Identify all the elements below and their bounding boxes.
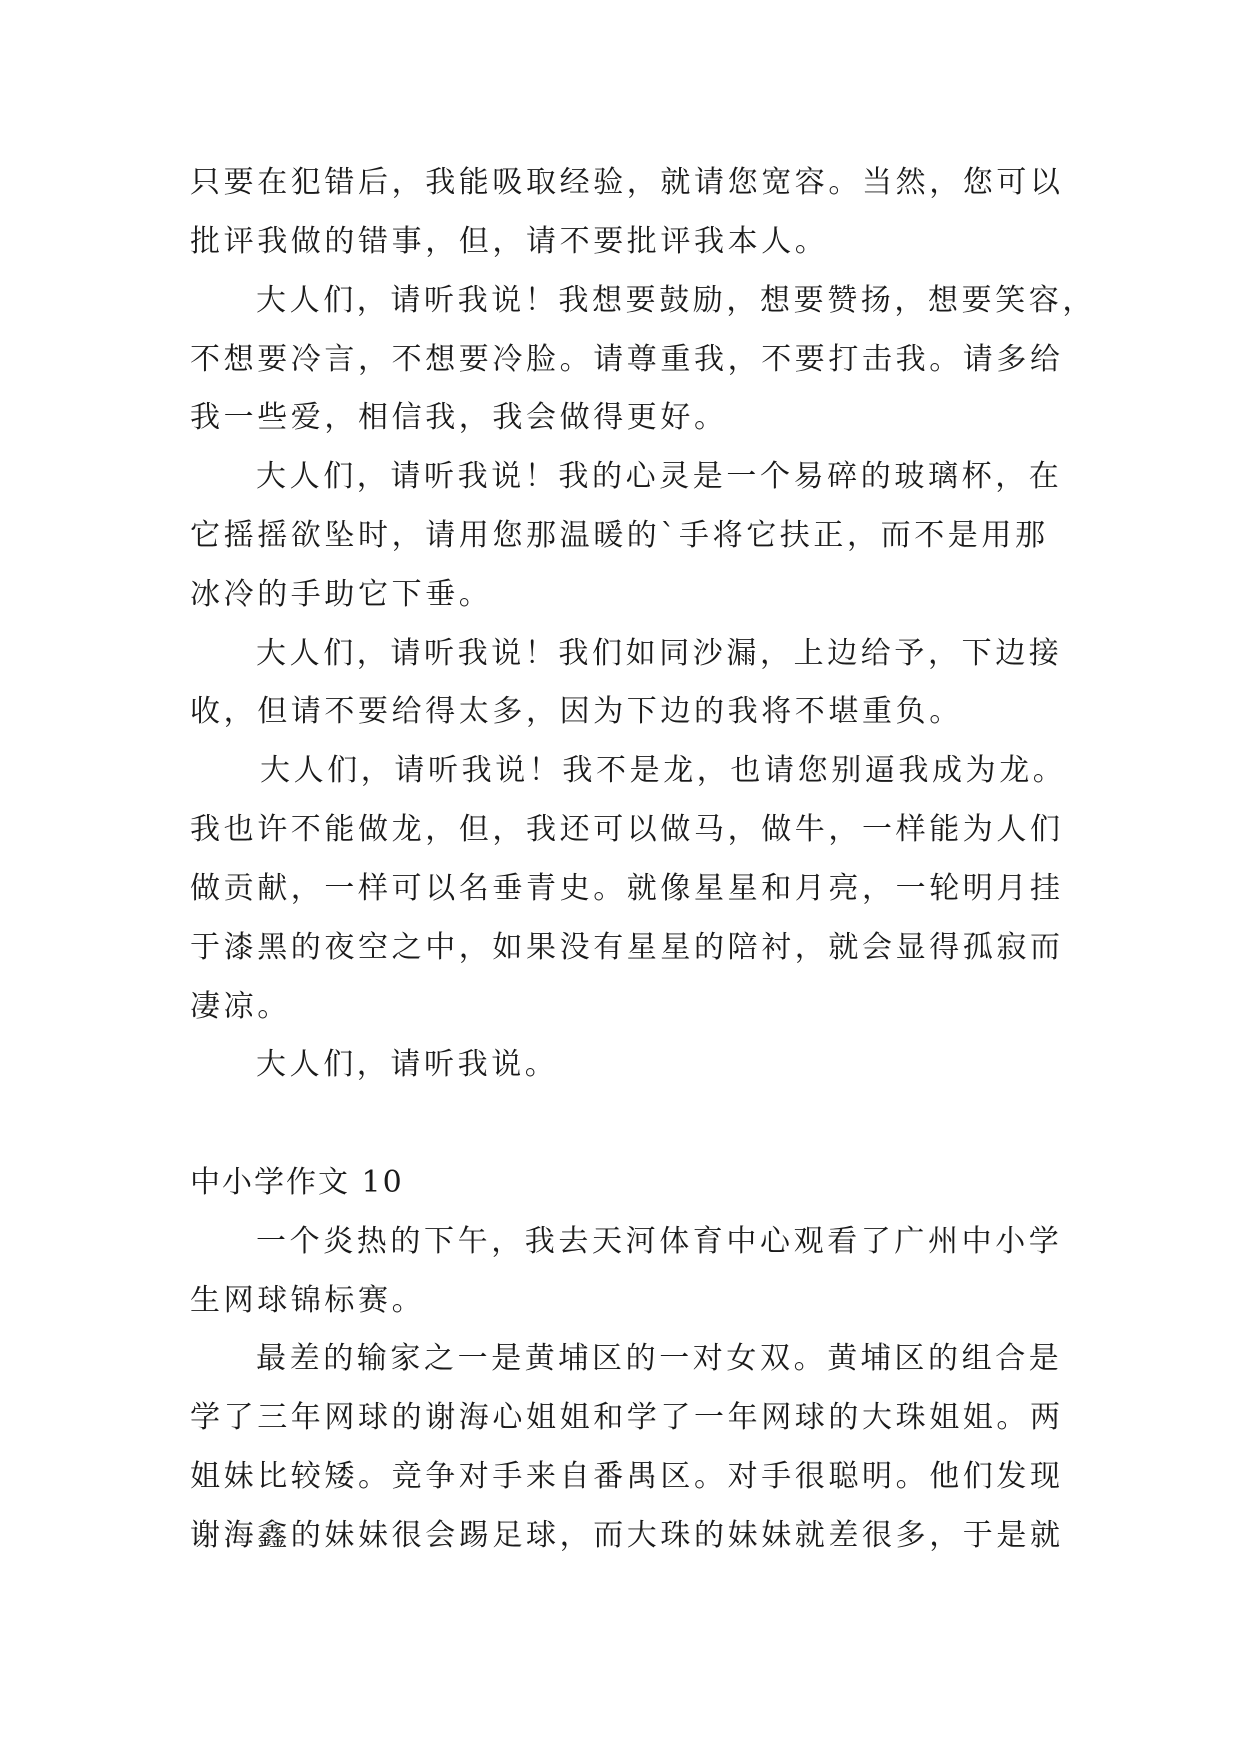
paragraph-line: 批评我做的错事，但，请不要批评我本人。 [190,224,829,259]
paragraph-line: 一个炎热的下午，我去天河体育中心观看了广州中小学 [256,1224,1063,1259]
paragraph-line: 冰冷的手助它下垂。 [190,577,493,612]
paragraph-line: 谢海鑫的妹妹很会踢足球，而大珠的妹妹就差很多，于是就 [190,1518,1064,1553]
paragraph-line: 学了三年网球的谢海心姐姐和学了一年网球的大珠姐姐。两 [190,1400,1064,1435]
section-heading: 中小学作文 10 [190,1165,404,1200]
paragraph-line: 于漆黑的夜空之中，如果没有星星的陪衬，就会显得孤寂而 [190,930,1064,965]
paragraph-line: 凄凉。 [190,989,291,1024]
paragraph-line: 大人们，请听我说！我想要鼓励，想要赞扬，想要笑容， [256,283,1096,318]
paragraph-line: 大人们，请听我说！我们如同沙漏，上边给予，下边接 [256,636,1063,671]
paragraph-line: 大人们，请听我说！我不是龙，也请您别逼我成为龙。 [260,753,1067,788]
paragraph-line: 我一些爱，相信我，我会做得更好。 [190,400,728,435]
paragraph-line: 大人们，请听我说。 [256,1047,559,1082]
paragraph-line: 最差的输家之一是黄埔区的一对女双。黄埔区的组合是 [256,1341,1063,1376]
paragraph-line: 只要在犯错后，我能吸取经验，就请您宽容。当然，您可以 [190,165,1064,200]
paragraph-line: 它摇摇欲坠时，请用您那温暖的`手将它扶正，而不是用那 [190,518,1049,553]
paragraph-line: 不想要冷言，不想要冷脸。请尊重我，不要打击我。请多给 [190,342,1064,377]
paragraph-line: 做贡献，一样可以名垂青史。就像星星和月亮，一轮明月挂 [190,871,1064,906]
paragraph-line: 收，但请不要给得太多，因为下边的我将不堪重负。 [190,694,963,729]
paragraph-line: 我也许不能做龙，但，我还可以做马，做牛，一样能为人们 [190,812,1064,847]
paragraph-line: 生网球锦标赛。 [190,1283,426,1318]
paragraph-line: 姐妹比较矮。竞争对手来自番禺区。对手很聪明。他们发现 [190,1459,1064,1494]
paragraph-line: 大人们，请听我说！我的心灵是一个易碎的玻璃杯，在 [256,459,1063,494]
